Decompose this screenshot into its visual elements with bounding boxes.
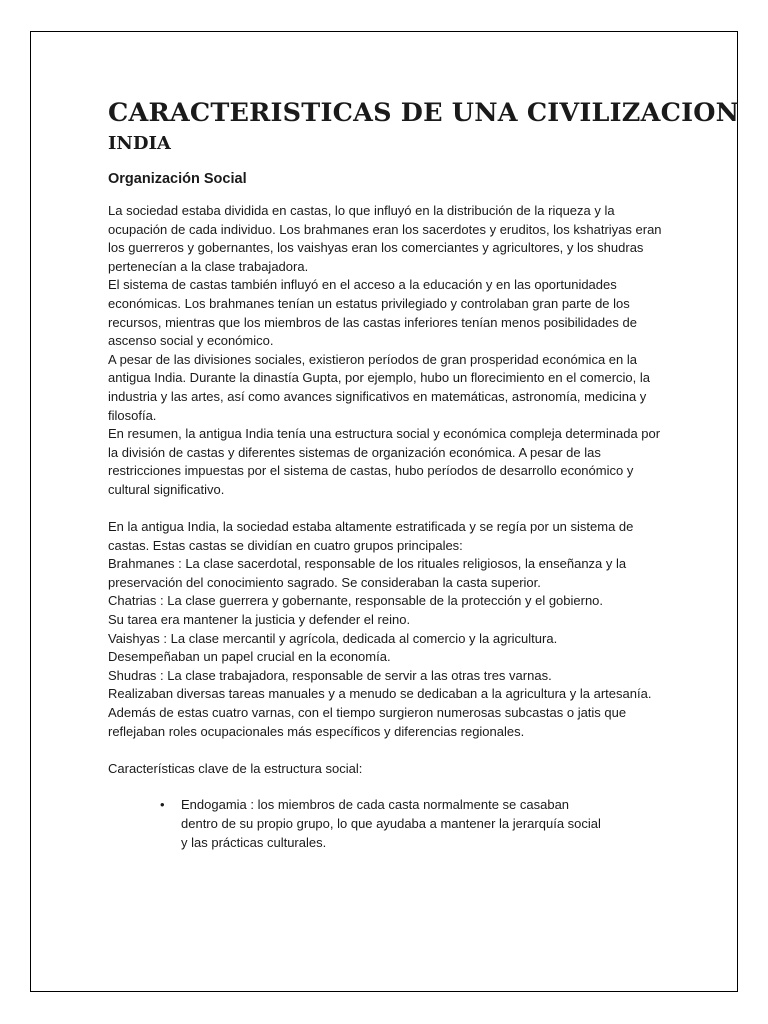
paragraph: Su tarea era mantener la justicia y defender el reino. — [108, 612, 411, 628]
paragraph: Vaishyas : La clase mercantil y agrícola, dedicada al comercio y la agricultura. — [108, 630, 558, 646]
paragraph: Shudras : La clase trabajadora, responsable de servir a las otras tres varnas. — [108, 667, 552, 683]
bullet-line: dentro de su propio grupo, lo que ayudaba a mantener la jerarquía social — [181, 816, 601, 831]
bullet-item — [160, 796, 668, 852]
section-heading: Organización Social — [108, 171, 247, 187]
document-subtitle: INDIA — [108, 133, 171, 154]
document-page — [30, 31, 738, 992]
paragraph: Chatrias : La clase guerrera y gobernante, responsable de la protección y el gobierno. — [108, 593, 604, 609]
paragraph: Desempeñaban un papel crucial en la economía. — [108, 649, 391, 665]
paragraph: Realizaban diversas tareas manuales y a menudo se dedicaban a la agricultura y la artesanía. — [108, 686, 652, 702]
bullet-line: y las prácticas culturales. — [181, 834, 327, 850]
bullet-icon: • — [160, 797, 165, 813]
paragraph: Además de estas cuatro varnas, con el tiempo surgieron numerosas subcastas o jatis que reflejaban roles ocupacionales más específicos y diferencias regionales. — [108, 705, 627, 739]
paragraph: El sistema de castas también influyó en el acceso a la educación y en las oportunidades económicas. Los brahmanes tenían un estatus privilegiado y controlaban gran parte de los recursos, mientras que los miembros de las castas inferiores tenían menos posibilidades de ascenso social y económico. — [108, 277, 637, 349]
paragraph: La sociedad estaba dividida en castas, lo que influyó en la distribución de la riqueza y la ocupación de cada individuo. Los brahmanes eran los sacerdotes y eruditos, los kshatriyas eran los guerreros y gobernantes, los vaishyas eran los comerciantes y agricultores, y los shudras pertenecían a la clase trabajadora. — [108, 203, 662, 274]
document-content — [108, 96, 740, 852]
bullet-line: Endogamia : los miembros de cada casta normalmente se casaban — [181, 797, 570, 813]
paragraph: En resumen, la antigua India tenía una estructura social y económica compleja determinada por la división de castas y diferentes sistemas de organización económica. A pesar de las restricciones impuestas por el sistema de castas, hubo períodos de desarrollo económico y cultural significativo. — [108, 426, 661, 497]
paragraph: En la antigua India, la sociedad estaba altamente estratificada y se regía por un sistema de castas. Estas castas se dividían en cuatro grupos principales: — [108, 519, 634, 553]
paragraph: Características clave de la estructura social: — [108, 760, 363, 776]
bullet-list — [108, 796, 668, 852]
paragraph: A pesar de las divisiones sociales, existieron períodos de gran prosperidad económica en la antigua India. Durante la dinastía Gupta, por ejemplo, hubo un florecimiento en el comercio, la industria y las artes, así como avances significativos en matemáticas, astronomía, medicina y filosofía. — [108, 351, 650, 423]
document-title: CARACTERISTICAS DE UNA CIVILIZACION — [108, 98, 740, 128]
paragraph: Brahmanes : La clase sacerdotal, responsable de los rituales religiosos, la enseñanza y la preservación del conocimiento sagrado. Se consideraban la casta superior. — [108, 556, 627, 590]
